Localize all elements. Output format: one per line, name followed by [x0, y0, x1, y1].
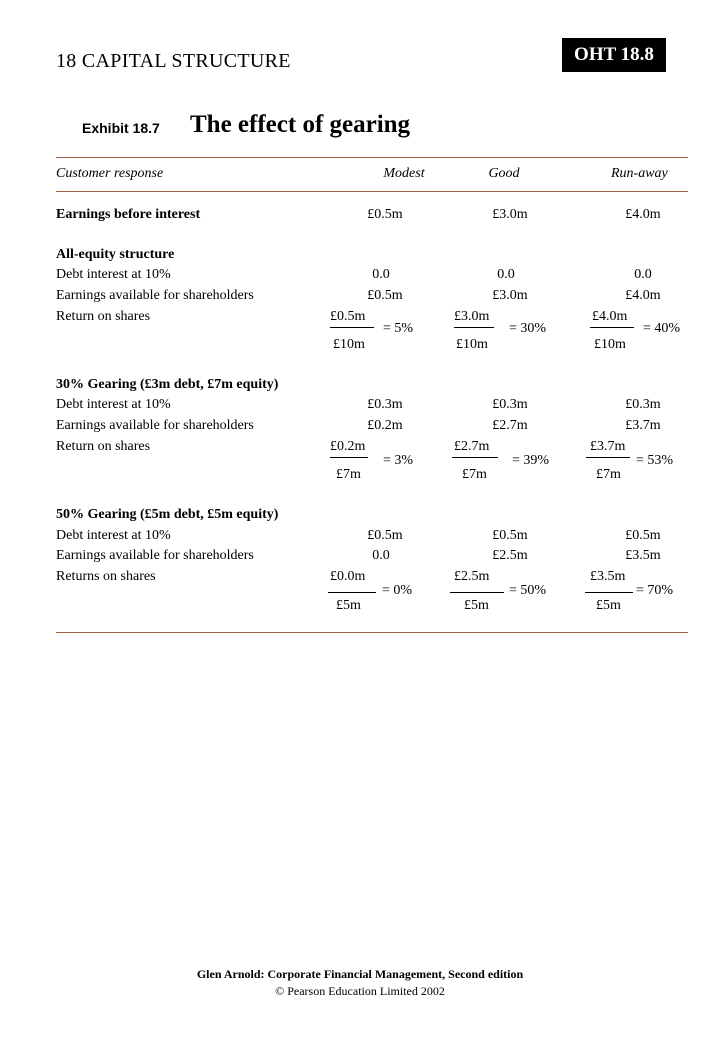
ae-debt-runaway: 0.0 — [634, 267, 652, 282]
g30-return-runaway-denominator: £7m — [596, 467, 621, 482]
ae-debt-label: Debt interest at 10% — [56, 267, 171, 282]
footer-citation: Glen Arnold: Corporate Financial Management, Second edition — [196, 967, 524, 981]
section-heading-all-equity: All-equity structure — [56, 247, 175, 262]
col-header-good: Good — [488, 166, 520, 181]
g50-return-modest-denominator: £5m — [336, 598, 361, 613]
ae-return-runaway-result: = 40% — [643, 321, 681, 336]
section-heading-gearing-30: 30% Gearing (£3m debt, £7m equity) — [56, 377, 279, 392]
ae-return-good-fraction-bar — [454, 327, 494, 328]
g30-return-label: Return on shares — [56, 439, 151, 454]
ae-return-modest-numerator: £0.5m — [330, 309, 366, 324]
g30-earn-runaway: £3.7m — [625, 418, 661, 433]
oht-badge: OHT 18.8 — [562, 38, 666, 72]
g50-return-good-denominator: £5m — [464, 598, 489, 613]
g30-debt-modest: £0.3m — [367, 397, 403, 412]
ae-return-label: Return on shares — [56, 309, 151, 324]
g30-return-good-result: = 39% — [512, 453, 550, 468]
ae-return-modest-denominator: £10m — [333, 337, 365, 352]
ae-debt-modest: 0.0 — [372, 267, 390, 282]
ebi-label: Earnings before interest — [56, 207, 201, 222]
g50-return-runaway-fraction-bar — [585, 592, 633, 593]
ae-debt-good: 0.0 — [497, 267, 515, 282]
section-heading-gearing-50: 50% Gearing (£5m debt, £5m equity) — [56, 507, 279, 522]
table-bottom-rule — [56, 632, 688, 633]
ae-earn-modest: £0.5m — [367, 288, 403, 303]
g30-debt-label: Debt interest at 10% — [56, 397, 171, 412]
g50-debt-runaway: £0.5m — [625, 528, 661, 543]
ae-earn-runaway: £4.0m — [625, 288, 661, 303]
g30-return-runaway-fraction-bar — [586, 457, 630, 458]
g30-earn-label: Earnings available for shareholders — [56, 418, 254, 433]
g50-return-good-fraction-bar — [450, 592, 504, 593]
exhibit-label: Exhibit 18.7 — [82, 120, 160, 136]
g30-return-runaway-result: = 53% — [636, 453, 674, 468]
g50-return-modest-result: = 0% — [382, 583, 413, 598]
ae-return-good-denominator: £10m — [456, 337, 488, 352]
g50-return-good-numerator: £2.5m — [454, 569, 490, 584]
footer-copyright: © Pearson Education Limited 2002 — [275, 984, 445, 998]
g50-debt-good: £0.5m — [492, 528, 528, 543]
g50-debt-modest: £0.5m — [367, 528, 403, 543]
ae-return-modest-fraction-bar — [330, 327, 374, 328]
g50-earn-modest: 0.0 — [372, 548, 390, 563]
col-header-modest: Modest — [383, 166, 425, 181]
exhibit-title: The effect of gearing — [190, 111, 411, 138]
g30-debt-runaway: £0.3m — [625, 397, 661, 412]
g50-earn-good: £2.5m — [492, 548, 528, 563]
g30-earn-good: £2.7m — [492, 418, 528, 433]
g30-debt-good: £0.3m — [492, 397, 528, 412]
ae-return-runaway-denominator: £10m — [594, 337, 626, 352]
table-top-rule — [56, 157, 688, 158]
g50-return-runaway-result: = 70% — [636, 583, 674, 598]
ae-return-modest-result: = 5% — [383, 321, 414, 336]
g30-return-modest-numerator: £0.2m — [330, 439, 366, 454]
g50-return-runaway-denominator: £5m — [596, 598, 621, 613]
g30-return-modest-result: = 3% — [383, 453, 414, 468]
ae-return-runaway-numerator: £4.0m — [592, 309, 628, 324]
g50-debt-label: Debt interest at 10% — [56, 528, 171, 543]
g30-return-modest-fraction-bar — [330, 457, 368, 458]
g30-return-good-fraction-bar — [452, 457, 498, 458]
ae-return-runaway-fraction-bar — [590, 327, 634, 328]
ae-return-good-numerator: £3.0m — [454, 309, 490, 324]
col-header-customer-response: Customer response — [56, 166, 164, 181]
g30-return-runaway-numerator: £3.7m — [590, 439, 626, 454]
ae-earn-label: Earnings available for shareholders — [56, 288, 254, 303]
g50-return-runaway-numerator: £3.5m — [590, 569, 626, 584]
ebi-runaway: £4.0m — [625, 207, 661, 222]
table-header-rule — [56, 191, 688, 192]
g30-earn-modest: £0.2m — [367, 418, 403, 433]
ebi-good: £3.0m — [492, 207, 528, 222]
g50-earn-label: Earnings available for shareholders — [56, 548, 254, 563]
chapter-title: 18 CAPITAL STRUCTURE — [56, 50, 291, 72]
g50-return-good-result: = 50% — [509, 583, 547, 598]
g30-return-good-denominator: £7m — [462, 467, 487, 482]
g50-return-modest-fraction-bar — [328, 592, 376, 593]
g50-return-label: Returns on shares — [56, 569, 156, 584]
ebi-modest: £0.5m — [367, 207, 403, 222]
col-header-runaway: Run-away — [611, 166, 668, 181]
ae-return-good-result: = 30% — [509, 321, 547, 336]
g30-return-modest-denominator: £7m — [336, 467, 361, 482]
g30-return-good-numerator: £2.7m — [454, 439, 490, 454]
g50-earn-runaway: £3.5m — [625, 548, 661, 563]
ae-earn-good: £3.0m — [492, 288, 528, 303]
g50-return-modest-numerator: £0.0m — [330, 569, 366, 584]
